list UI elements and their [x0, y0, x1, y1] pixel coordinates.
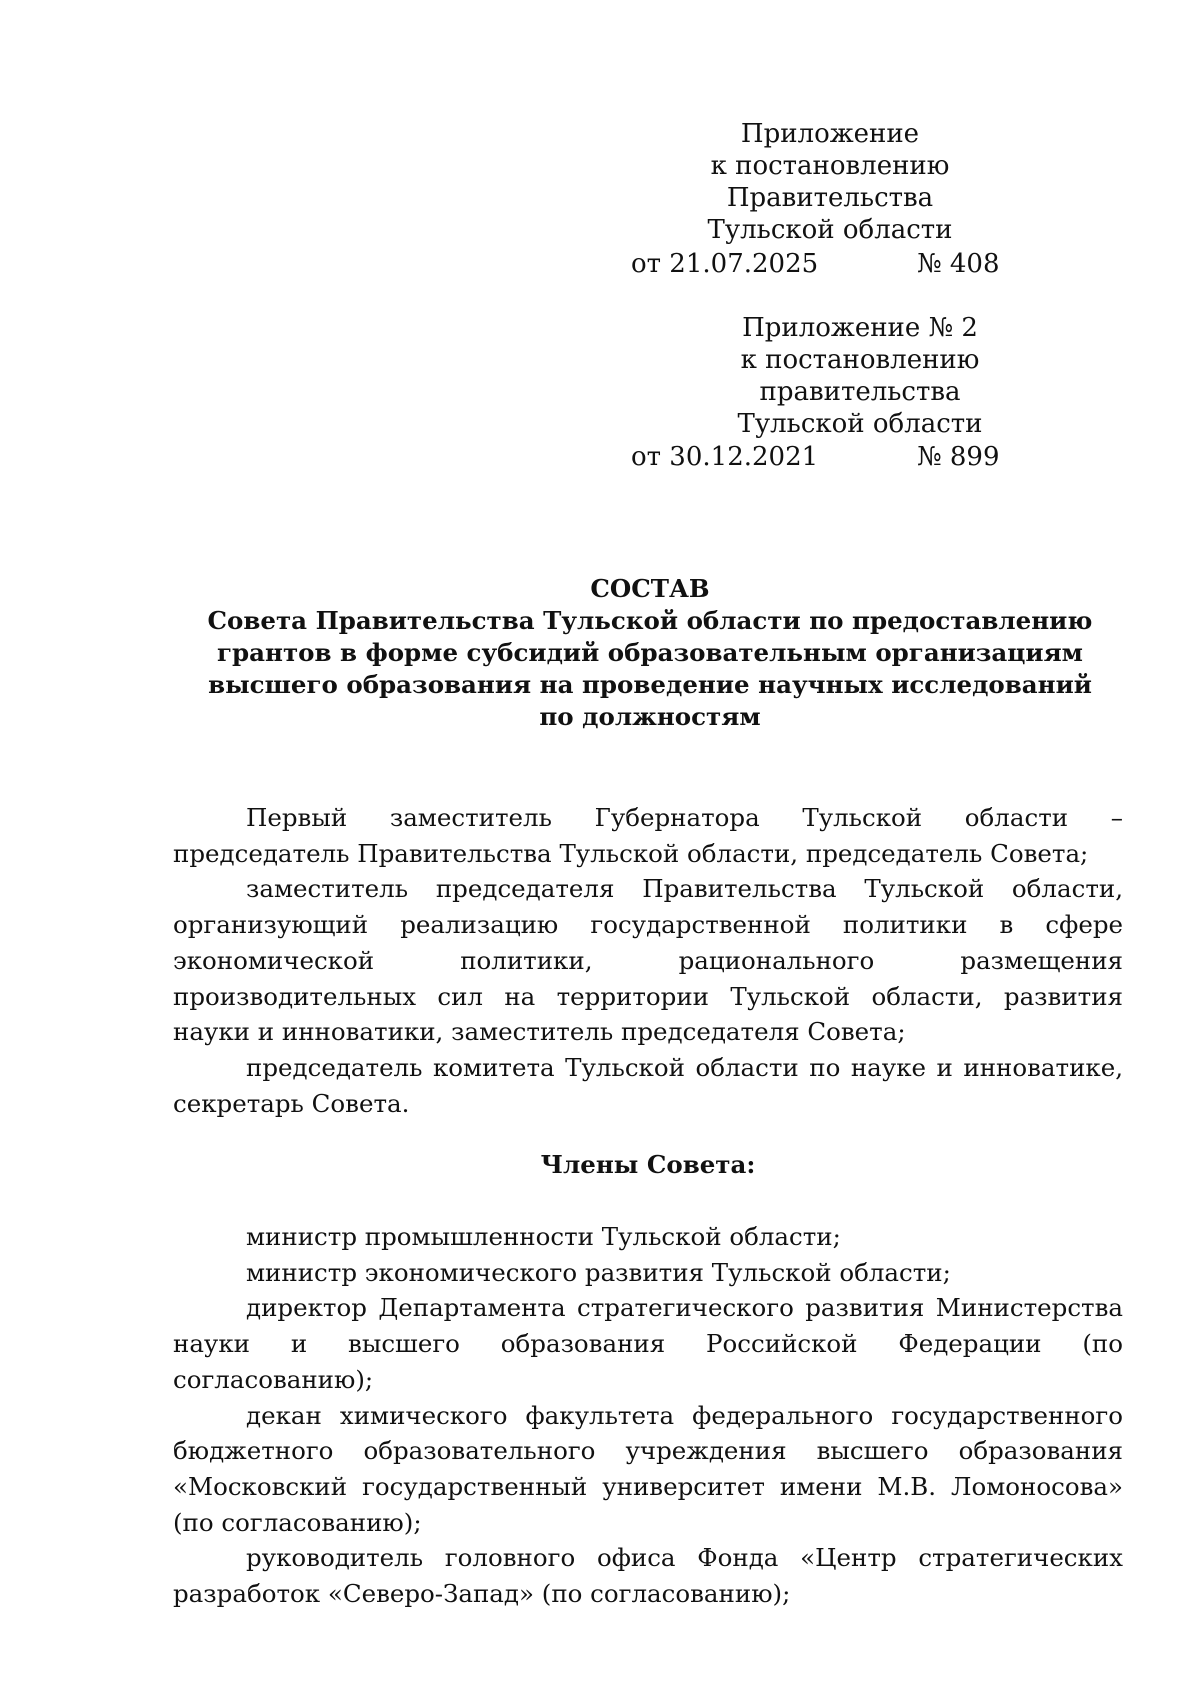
appendix-header-2-line: Приложение № 2: [742, 313, 978, 343]
appendix-header-1-line: Тульской области: [707, 215, 953, 245]
document-title-line: грантов в форме субсидий образовательным организациям: [217, 638, 1083, 667]
appendix-header-1-line: Приложение: [740, 119, 920, 149]
appendix-header-2-line: Тульской области: [737, 409, 983, 439]
body-paragraph: директор Департамента стратегического развития Министерства науки и высшего образования Российской Федерации (по согласованию);: [173, 1293, 1123, 1394]
appendix-header-1-date: от 21.07.2025: [631, 249, 819, 279]
appendix-header-2: [640, 312, 1080, 440]
appendix-header-1: [610, 118, 1050, 246]
body-paragraph: заместитель председателя Правительства Тульской области, организующий реализацию государственной политики в сфере экономической политики, рационального размещения производительных сил на территории Тульской области, развития науки и инноватики, заместитель председателя Совета;: [173, 874, 1123, 1047]
members-heading: Члены Совета:: [540, 1150, 756, 1180]
document-title-line: высшего образования на проведение научных исследований: [208, 670, 1092, 699]
appendix-header-1-line: к постановлению Правительства: [710, 151, 950, 213]
document-title: [0, 573, 1200, 733]
appendix-header-2-date: от 30.12.2021: [631, 442, 819, 472]
document-title-line: Совета Правительства Тульской области по предоставлению: [207, 606, 1093, 635]
document-title-line: по должностям: [539, 702, 761, 731]
body-paragraph: руководитель головного офиса Фонда «Центр стратегических разработок «Северо-Запад» (по согласованию);: [173, 1543, 1123, 1609]
appendix-header-2-number: № 899: [917, 442, 1000, 472]
body-paragraph: министр экономического развития Тульской области;: [246, 1257, 951, 1287]
body-paragraph: председатель комитета Тульской области по науке и инноватике, секретарь Совета.: [173, 1052, 1123, 1118]
appendix-header-1-number: № 408: [917, 249, 1000, 279]
body-paragraph: министр промышленности Тульской области;: [246, 1222, 841, 1252]
document-body: [173, 800, 1123, 1612]
body-paragraph: декан химического факультета федерального государственного бюджетного образовательного учреждения высшего образования «Московский государственный университет имени М.В. Ломоносова» (по согласованию);: [173, 1400, 1123, 1537]
document-title-line: СОСТАВ: [590, 574, 710, 603]
appendix-header-2-line: к постановлению правительства: [740, 345, 980, 407]
body-paragraph: Первый заместитель Губернатора Тульской области – председатель Правительства Тульской области, председатель Совета;: [173, 803, 1123, 868]
